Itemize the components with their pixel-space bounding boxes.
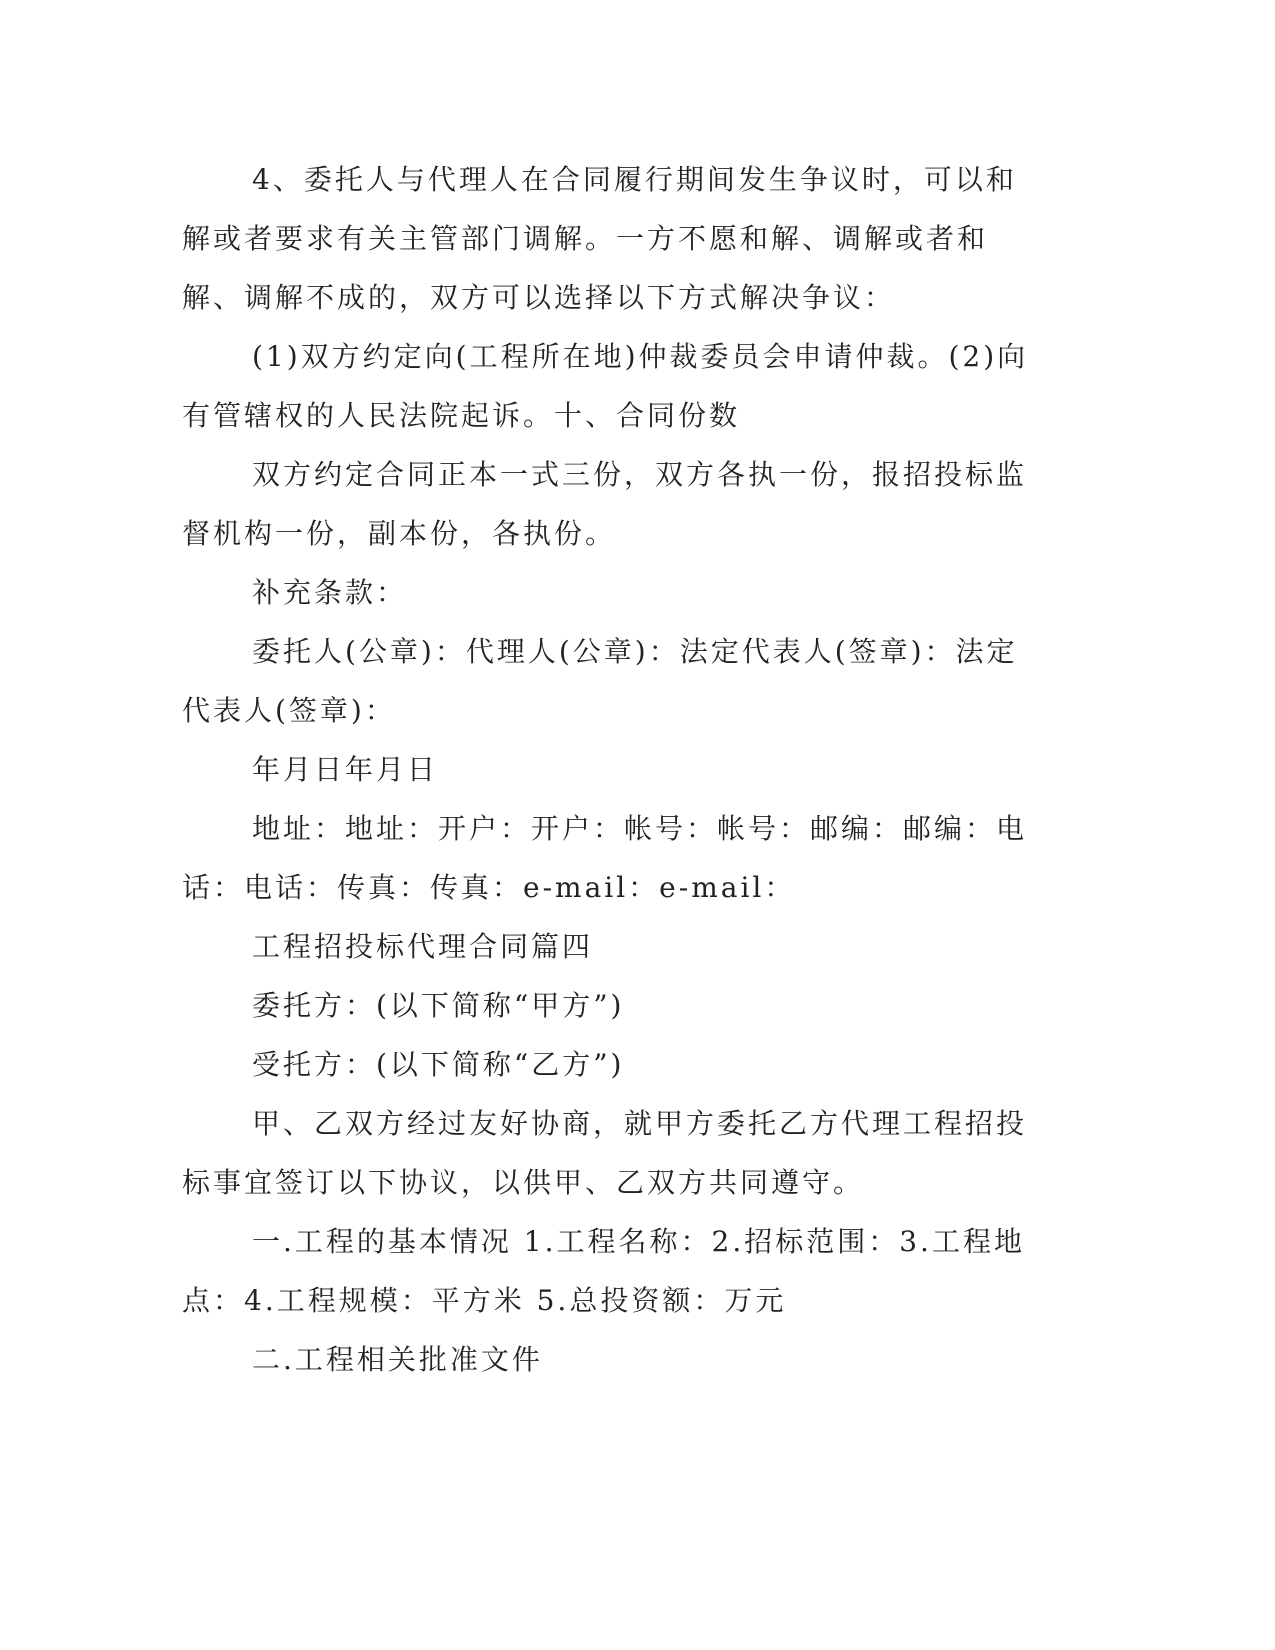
section-heading-contract-four: 工程招投标代理合同篇四 <box>252 930 594 963</box>
paragraph-party-b: 受托方：(以下简称“乙方”) <box>252 1048 625 1081</box>
paragraph-agreement-intro: 甲、乙双方经过友好协商，就甲方委托乙方代理工程招投标事宜签订以下协议，以供甲、乙双方共同遵守。 <box>182 1107 1028 1199</box>
paragraph-supplementary-terms: 补充条款： <box>252 576 408 609</box>
paragraph-arbitration: (1)双方约定向(工程所在地)仲裁委员会申请仲裁。(2)向有管辖权的人民法院起诉。十、合同份数 <box>182 340 1029 432</box>
paragraph-party-a: 委托方：(以下简称“甲方”) <box>252 989 625 1022</box>
paragraph-dates: 年月日年月日 <box>252 753 439 786</box>
paragraph-signatures: 委托人(公章)：代理人(公章)：法定代表人(签章)：法定代表人(签章)： <box>182 635 1018 727</box>
paragraph-contact-fields: 地址：地址：开户：开户：帐号：帐号：邮编：邮编：电话：电话：传真：传真：e-mail：e-mail： <box>182 812 1028 904</box>
paragraph-dispute-resolution: 4、委托人与代理人在合同履行期间发生争议时，可以和解或者要求有关主管部门调解。一方不愿和解、调解或者和解、调解不成的，双方可以选择以下方式解决争议： <box>182 163 1017 314</box>
paragraph-contract-copies: 双方约定合同正本一式三份，双方各执一份，报招投标监督机构一份，副本份，各执份。 <box>182 458 1028 550</box>
document-body <box>182 150 1032 1389</box>
paragraph-project-basics: 一.工程的基本情况 1.工程名称：2.招标范围：3.工程地点：4.工程规模：平方米 5.总投资额：万元 <box>182 1225 1025 1317</box>
paragraph-approval-documents: 二.工程相关批准文件 <box>252 1343 543 1376</box>
